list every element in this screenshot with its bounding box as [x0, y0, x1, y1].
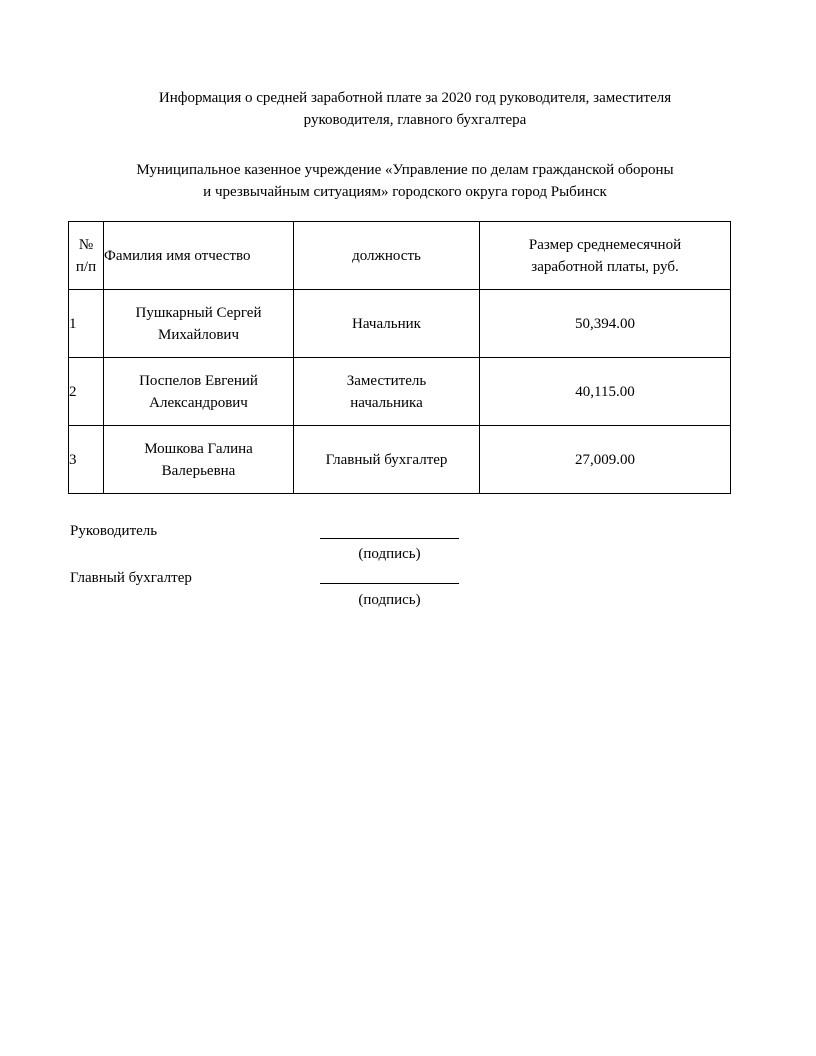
header-salary [480, 222, 731, 290]
row-name-line-1: Поспелов Евгений [139, 372, 258, 389]
header-salary-line-1: Размер среднемесячной [528, 236, 682, 253]
row-position-line-1: Заместитель [346, 372, 427, 389]
organization-line-1: Муниципальное казенное учреждение «Управление по делам гражданской обороны [136, 162, 674, 178]
row-num: 2 [69, 358, 104, 426]
row-name-line-1: Мошкова Галина [144, 440, 253, 457]
row-name-line-1: Пушкарный Сергей [135, 304, 262, 321]
table-header-row [69, 222, 731, 290]
row-position-line-1: Начальник [352, 315, 421, 332]
header-num-line-2: п/п [75, 258, 97, 275]
signature-label-director: Руководитель [70, 523, 158, 539]
row-position [294, 290, 480, 358]
organization-line-2: и чрезвычайным ситуациям» городского округа город Рыбинск [203, 184, 607, 200]
row-name-line-2: Валерьевна [161, 462, 236, 479]
row-position [294, 358, 480, 426]
header-num-line-1: № [78, 236, 94, 253]
row-position [294, 426, 480, 494]
signature-caption-director: (подпись) [358, 546, 421, 562]
row-num: 1 [69, 290, 104, 358]
organization-name [60, 159, 750, 203]
row-position-line-1: Главный бухгалтер [325, 451, 448, 468]
row-salary: 27,009.00 [480, 426, 731, 494]
signature-caption-accountant: (подпись) [358, 592, 421, 608]
signature-label-accountant: Главный бухгалтер [70, 570, 192, 586]
signature-line-director [320, 538, 459, 539]
row-position-line-2: начальника [350, 394, 423, 411]
header-name: Фамилия имя отчество [104, 222, 294, 290]
table-row [69, 358, 731, 426]
signature-line-accountant [320, 583, 459, 584]
row-salary: 40,115.00 [480, 358, 731, 426]
row-name [104, 426, 294, 494]
table-row [69, 290, 731, 358]
header-num [69, 222, 104, 290]
salary-table [68, 221, 731, 494]
title-line-1: Информация о средней заработной плате за 2020 год руководителя, заместителя [158, 90, 672, 106]
header-salary-line-2: заработной платы, руб. [531, 258, 679, 275]
row-name-line-2: Михайлович [158, 326, 239, 343]
title-line-2: руководителя, главного бухгалтера [303, 112, 527, 128]
header-position: должность [294, 222, 480, 290]
document-title [80, 87, 750, 131]
row-name-line-2: Александрович [149, 394, 248, 411]
row-name [104, 290, 294, 358]
table-row [69, 426, 731, 494]
row-name [104, 358, 294, 426]
row-num: 3 [69, 426, 104, 494]
row-salary: 50,394.00 [480, 290, 731, 358]
